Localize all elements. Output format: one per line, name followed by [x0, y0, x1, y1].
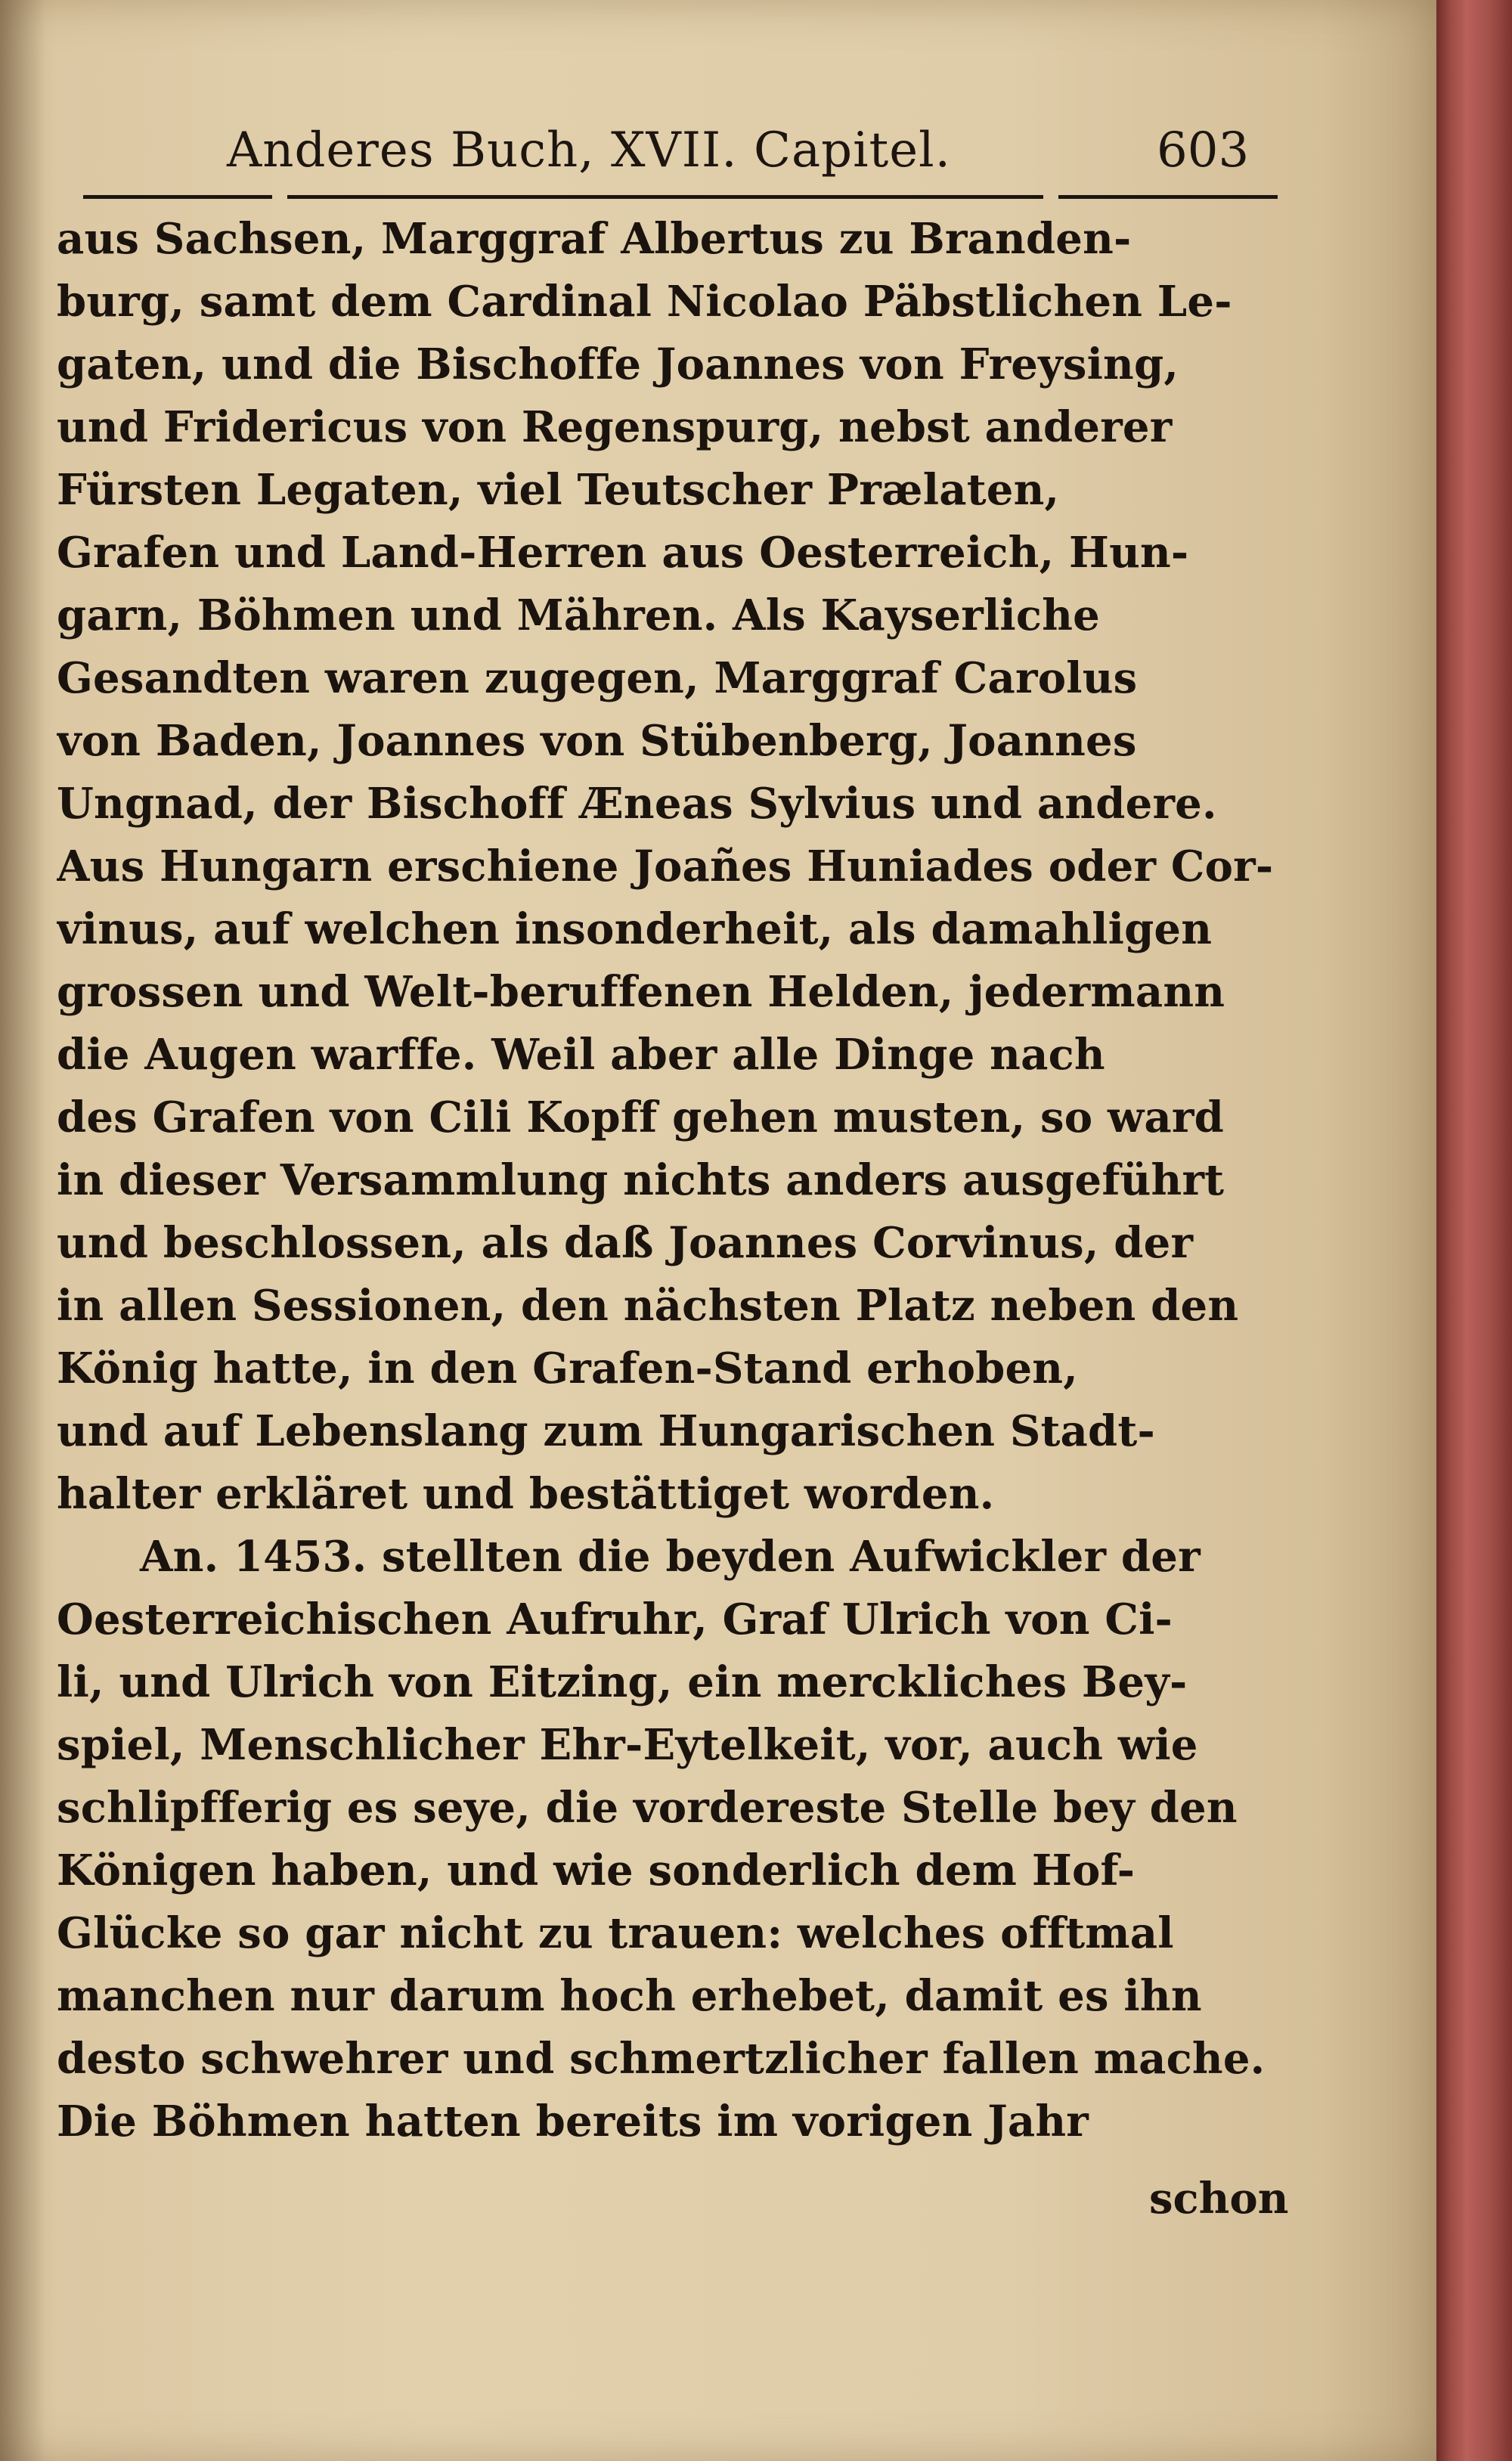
- text-line: in dieser Versammlung nichts anders ausgeführt: [57, 1155, 1225, 1205]
- text-line: Königen haben, und wie sonderlich dem Hof-: [57, 1846, 1136, 1895]
- text-line: des Grafen von Cili Kopff gehen musten, so ward: [57, 1093, 1224, 1142]
- text-line: in allen Sessionen, den nächsten Platz neben den: [57, 1281, 1239, 1331]
- text-line: grossen und Welt-beruffenen Helden, jedermann: [57, 967, 1225, 1017]
- spine-shadow: [0, 0, 45, 2461]
- text-line: Die Böhmen hatten bereits im vorigen Jahr: [57, 2097, 1089, 2146]
- text-line: manchen nur darum hoch erhebet, damit es ihn: [57, 1971, 1202, 2021]
- header-rule-middle: [287, 195, 1043, 199]
- text-line: und beschlossen, als daß Joannes Corvinus, der: [57, 1218, 1194, 1268]
- text-line: gaten, und die Bischoffe Joannes von Freysing,: [57, 339, 1179, 389]
- text-line: halter erkläret und bestättiget worden.: [57, 1469, 995, 1519]
- text-line: Gesandten waren zugegen, Marggraf Carolus: [57, 653, 1138, 703]
- text-line: vinus, auf welchen insonderheit, als damahligen: [57, 904, 1213, 954]
- text-line: burg, samt dem Cardinal Nicolao Päbstlichen Le-: [57, 277, 1232, 327]
- text-line: garn, Böhmen und Mähren. Als Kayserliche: [57, 590, 1100, 640]
- page-header: [83, 113, 1278, 204]
- running-head: Anderes Buch, XVII. Capitel.: [227, 122, 951, 178]
- header-rule-left: [83, 195, 272, 199]
- text-line: Oesterreichischen Aufruhr, Graf Ulrich von Ci-: [57, 1595, 1173, 1644]
- text-line: desto schwehrer und schmertzlicher fallen mache.: [57, 2034, 1266, 2084]
- text-line: An. 1453. stellten die beyden Aufwickler der: [140, 1532, 1201, 1582]
- text-line: spiel, Menschlicher Ehr-Eytelkeit, vor, auch wie: [57, 1720, 1198, 1770]
- text-line: aus Sachsen, Marggraf Albertus zu Branden-: [57, 214, 1132, 264]
- text-line: König hatte, in den Grafen-Stand erhoben,: [57, 1344, 1078, 1393]
- text-line: Aus Hungarn erschiene Joañes Huniades oder Cor-: [57, 842, 1274, 891]
- page-number: 603: [1157, 122, 1250, 178]
- text-line: Fürsten Legaten, viel Teutscher Prælaten,: [57, 465, 1060, 515]
- text-line: li, und Ulrich von Eitzing, ein merckliches Bey-: [57, 1657, 1188, 1707]
- text-line: Ungnad, der Bischoff Æneas Sylvius und andere.: [57, 779, 1217, 829]
- body-text: [57, 208, 1304, 2153]
- text-line: und auf Lebenslang zum Hungarischen Stadt-: [57, 1406, 1155, 1456]
- catchword: schon: [1149, 2174, 1289, 2224]
- text-line: Glücke so gar nicht zu trauen: welches offtmal: [57, 1908, 1174, 1958]
- text-line: und Fridericus von Regenspurg, nebst anderer: [57, 402, 1173, 452]
- text-line: schlipfferig es seye, die vordereste Stelle bey den: [57, 1783, 1238, 1833]
- header-rule-right: [1058, 195, 1278, 199]
- text-line: von Baden, Joannes von Stübenberg, Joannes: [57, 716, 1137, 766]
- red-page-edge: [1436, 0, 1512, 2461]
- text-line: Grafen und Land-Herren aus Oesterreich, Hun-: [57, 528, 1189, 578]
- text-line: die Augen warffe. Weil aber alle Dinge nach: [57, 1030, 1105, 1080]
